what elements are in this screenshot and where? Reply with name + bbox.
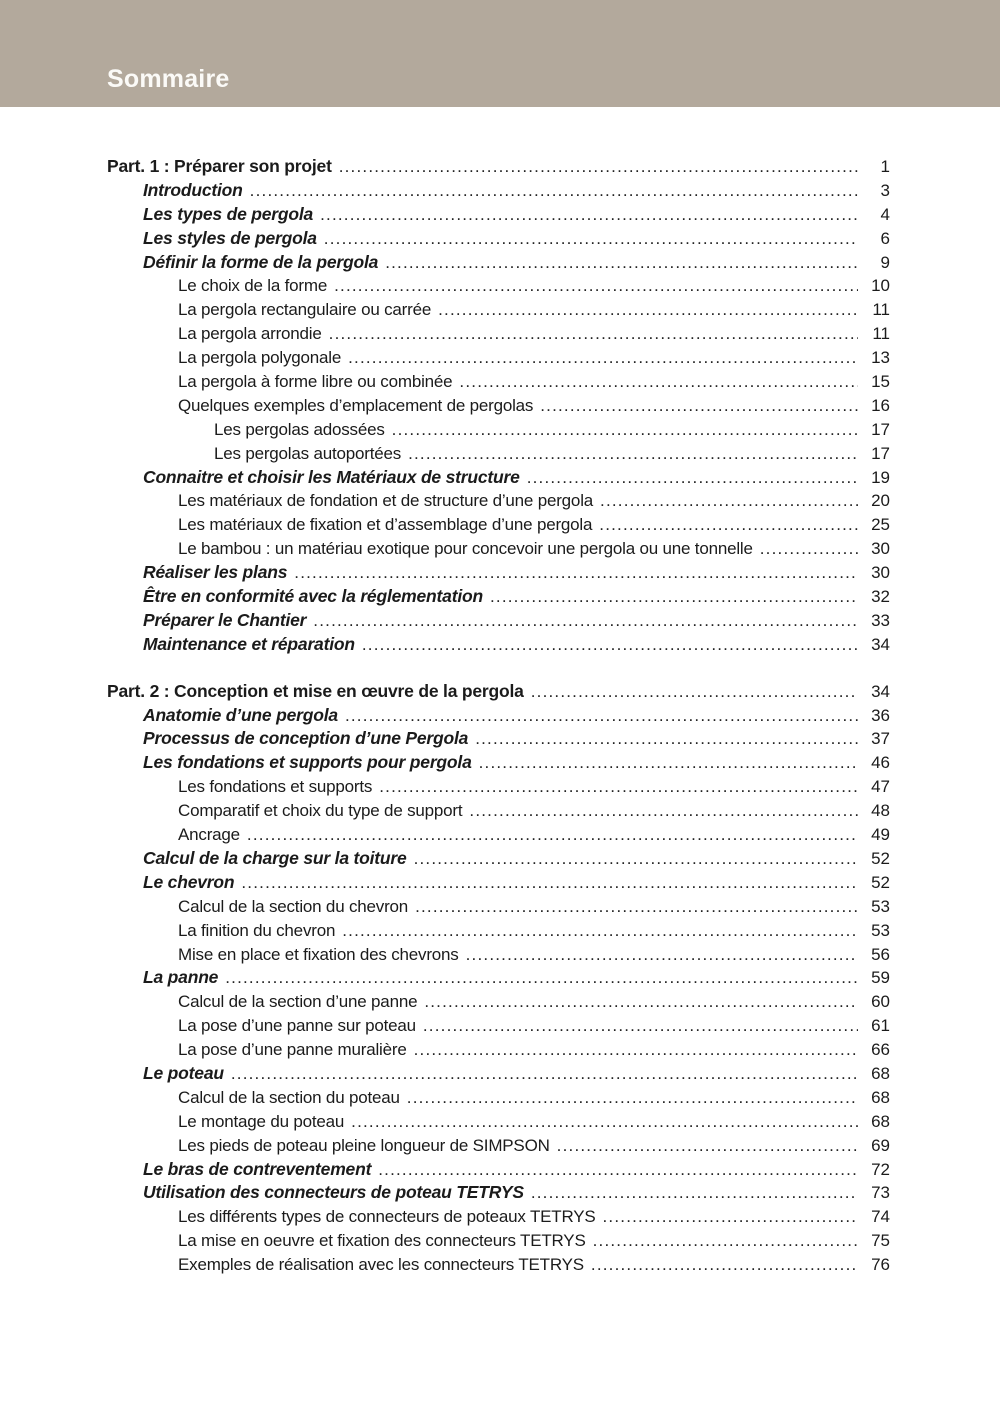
toc-entry-page: 60 [871, 992, 890, 1012]
toc-entry[interactable] [178, 1134, 890, 1158]
toc-leader-dots [416, 1014, 858, 1038]
toc-entry-title: Réaliser les plans [143, 562, 288, 583]
toc-entry-page: 33 [871, 610, 890, 630]
toc-entry-title: Les pieds de poteau pleine longueur de SIMPSON [178, 1135, 550, 1155]
toc-entry-title: Le montage du poteau [178, 1111, 345, 1131]
toc-entry-title: Le bambou : un matériau exotique pour concevoir une pergola ou une tonnelle [178, 539, 753, 559]
toc-entry-title: La finition du chevron [178, 920, 336, 940]
toc-leader-dots [313, 203, 858, 227]
toc-leader-dots [234, 871, 858, 895]
toc-entry-page: 36 [871, 705, 890, 725]
toc-entry-page: 10 [871, 276, 890, 296]
toc-entry[interactable] [107, 680, 890, 704]
toc-entry[interactable] [178, 537, 890, 561]
toc-leader-dots [407, 847, 858, 871]
toc-entry[interactable] [178, 919, 890, 943]
toc-entry-title: Part. 1 : Préparer son projet [107, 156, 332, 176]
toc-entry-title: Quelques exemples d’emplacement de pergolas [178, 395, 534, 415]
toc-leader-dots [550, 1134, 858, 1158]
toc-leader-dots [371, 1158, 858, 1182]
toc-entry-page: 34 [871, 681, 890, 701]
toc-entry-page: 4 [880, 204, 890, 224]
toc-leader-dots [243, 179, 858, 203]
toc-entry-title: Le chevron [143, 871, 235, 892]
toc-leader-dots [341, 346, 858, 370]
toc-leader-dots [524, 1181, 858, 1205]
toc-entry[interactable] [143, 966, 890, 990]
toc-entry-title: Le poteau [143, 1062, 224, 1083]
toc-leader-dots [431, 298, 858, 322]
toc-entry[interactable] [214, 418, 890, 442]
toc-entry[interactable] [178, 943, 890, 967]
toc-leader-dots [385, 418, 858, 442]
toc-leader-dots [378, 251, 858, 275]
toc-entry-title: Les fondations et supports pour pergola [143, 752, 472, 773]
toc-entry-page: 11 [872, 324, 890, 344]
toc-entry-page: 17 [871, 419, 890, 439]
toc-entry-page: 72 [871, 1159, 890, 1179]
toc-entry-page: 76 [871, 1255, 890, 1275]
toc [0, 155, 890, 1277]
toc-leader-dots [593, 489, 858, 513]
toc-entry-title: Calcul de la charge sur la toiture [143, 847, 407, 868]
toc-entry[interactable] [143, 561, 890, 585]
toc-entry-page: 1 [880, 157, 890, 176]
toc-entry-page: 53 [871, 920, 890, 940]
toc-entry[interactable] [143, 704, 890, 728]
toc-entry-title: Processus de conception d’une Pergola [143, 728, 469, 749]
toc-entry[interactable] [178, 895, 890, 919]
toc-entry[interactable] [178, 298, 890, 322]
toc-entry-title: Connaitre et choisir les Matériaux de structure [143, 466, 520, 487]
toc-entry[interactable] [178, 489, 890, 513]
toc-leader-dots [287, 561, 858, 585]
toc-entry[interactable] [178, 1014, 890, 1038]
toc-entry-page: 52 [871, 872, 890, 892]
toc-leader-dots [533, 394, 858, 418]
toc-entry-page: 69 [871, 1135, 890, 1155]
toc-entry[interactable] [178, 513, 890, 537]
toc-leader-dots [592, 513, 858, 537]
toc-entry-page: 32 [871, 587, 890, 607]
toc-entry[interactable] [143, 847, 890, 871]
toc-entry[interactable] [178, 1038, 890, 1062]
toc-entry[interactable] [143, 1158, 890, 1182]
header-band [0, 0, 1000, 107]
toc-entry-page: 9 [880, 252, 890, 272]
toc-leader-dots [520, 466, 858, 490]
toc-entry-page: 25 [871, 515, 890, 535]
toc-entry-title: Mise en place et fixation des chevrons [178, 944, 459, 964]
toc-leader-dots [468, 727, 858, 751]
toc-entry[interactable] [178, 1253, 890, 1277]
toc-entry-title: Les matériaux de fixation et d’assemblage d’une pergola [178, 515, 593, 535]
toc-entry[interactable] [178, 322, 890, 346]
toc-entry-page: 68 [871, 1111, 890, 1131]
toc-leader-dots [586, 1229, 858, 1253]
toc-leader-dots [218, 966, 858, 990]
toc-leader-dots [524, 680, 858, 704]
toc-leader-dots [400, 1086, 858, 1110]
toc-entry[interactable] [178, 394, 890, 418]
toc-entry-title: La pergola à forme libre ou combinée [178, 372, 453, 392]
toc-entry-page: 56 [871, 944, 890, 964]
toc-leader-dots [472, 751, 858, 775]
toc-leader-dots [483, 585, 858, 609]
toc-entry-title: La pergola polygonale [178, 348, 342, 368]
toc-entry[interactable] [178, 990, 890, 1014]
toc-entry-page: 30 [871, 563, 890, 583]
toc-entry-page: 52 [871, 848, 890, 868]
toc-entry-page: 20 [871, 491, 890, 511]
toc-entry[interactable] [178, 1205, 890, 1229]
toc-leader-dots [584, 1253, 858, 1277]
toc-entry-title: Être en conformité avec la réglementation [143, 586, 483, 607]
toc-entry[interactable] [178, 775, 890, 799]
toc-entry-page: 66 [871, 1040, 890, 1060]
toc-entry[interactable] [178, 823, 890, 847]
toc-entry-title: Calcul de la section du chevron [178, 896, 409, 916]
toc-entry[interactable] [178, 346, 890, 370]
toc-entry[interactable] [178, 799, 890, 823]
toc-entry-title: Exemples de réalisation avec les connecteurs TETRYS [178, 1255, 584, 1275]
toc-entry-title: Le choix de la forme [178, 276, 328, 296]
toc-entry-page: 53 [871, 896, 890, 916]
toc-entry-page: 30 [871, 539, 890, 559]
toc-entry[interactable] [143, 251, 890, 275]
toc-entry[interactable] [143, 203, 890, 227]
toc-entry-page: 15 [871, 372, 890, 392]
toc-entry-title: La pose d’une panne sur poteau [178, 1016, 416, 1036]
toc-entry-page: 59 [871, 968, 890, 988]
toc-entry-page: 17 [871, 443, 890, 463]
toc-entry[interactable] [143, 751, 890, 775]
toc-entry-title: Les fondations et supports [178, 777, 373, 797]
toc-entry-page: 74 [871, 1207, 890, 1227]
toc-entry-title: Les styles de pergola [143, 227, 317, 248]
toc-leader-dots [596, 1205, 859, 1229]
toc-leader-dots [344, 1110, 858, 1134]
toc-entry[interactable] [143, 727, 890, 751]
toc-leader-dots [753, 537, 858, 561]
toc-entry[interactable] [107, 155, 890, 179]
toc-entry-page: 6 [880, 228, 890, 248]
toc-entry-page: 48 [871, 801, 890, 821]
toc-leader-dots [408, 895, 858, 919]
toc-entry[interactable] [143, 633, 890, 657]
toc-entry-title: Calcul de la section d’une panne [178, 992, 418, 1012]
toc-entry-title: Part. 2 : Conception et mise en œuvre de la pergola [107, 680, 524, 701]
toc-entry-title: Maintenance et réparation [143, 633, 355, 654]
toc-entry-page: 11 [872, 300, 890, 320]
toc-entry-page: 73 [871, 1183, 890, 1203]
toc-entry-title: Introduction [143, 179, 243, 200]
toc-leader-dots [338, 704, 858, 728]
toc-leader-dots [240, 823, 858, 847]
toc-entry-title: La mise en oeuvre et fixation des connecteurs TETRYS [178, 1231, 586, 1251]
toc-entry[interactable] [178, 1229, 890, 1253]
toc-entry-title: Calcul de la section du poteau [178, 1087, 400, 1107]
toc-leader-dots [401, 442, 858, 466]
toc-entry-title: Les différents types de connecteurs de poteaux TETRYS [178, 1207, 596, 1227]
toc-entry-title: Définir la forme de la pergola [143, 251, 379, 272]
toc-entry-title: Les pergolas adossées [214, 419, 385, 439]
toc-entry-page: 16 [871, 395, 890, 415]
toc-entry-title: Préparer le Chantier [143, 609, 307, 630]
toc-leader-dots [417, 990, 858, 1014]
toc-entry-page: 3 [880, 180, 890, 200]
toc-entry-page: 49 [871, 825, 890, 845]
toc-entry[interactable] [178, 1110, 890, 1134]
toc-entry-title: Comparatif et choix du type de support [178, 801, 463, 821]
toc-leader-dots [224, 1062, 858, 1086]
toc-leader-dots [459, 943, 858, 967]
toc-entry[interactable] [143, 179, 890, 203]
toc-entry[interactable] [143, 609, 890, 633]
toc-entry-page: 34 [871, 634, 890, 654]
toc-entry-page: 68 [871, 1063, 890, 1083]
toc-entry[interactable] [178, 274, 890, 298]
toc-entry[interactable] [143, 1181, 890, 1205]
toc-leader-dots [317, 227, 858, 251]
toc-entry-title: Le bras de contreventement [143, 1158, 372, 1179]
toc-entry-title: Les matériaux de fondation et de structure d’une pergola [178, 491, 594, 511]
toc-entry-title: Utilisation des connecteurs de poteau TETRYS [143, 1182, 524, 1203]
toc-leader-dots [355, 633, 858, 657]
toc-leader-dots [332, 155, 858, 179]
toc-entry-title: Les pergolas autoportées [214, 443, 402, 463]
toc-leader-dots [327, 274, 858, 298]
toc-entry-title: La pergola rectangulaire ou carrée [178, 300, 432, 320]
toc-entry-page: 46 [871, 753, 890, 773]
toc-entry-title: Anatomie d’une pergola [143, 704, 338, 725]
toc-entry[interactable] [143, 466, 890, 490]
toc-entry-page: 47 [871, 777, 890, 797]
toc-entry-page: 68 [871, 1087, 890, 1107]
toc-entry[interactable] [143, 585, 890, 609]
toc-leader-dots [372, 775, 858, 799]
toc-entry[interactable] [178, 1086, 890, 1110]
page-title: Sommaire [107, 65, 230, 93]
toc-entry-page: 13 [871, 348, 890, 368]
toc-entry-title: Ancrage [178, 825, 240, 845]
toc-entry[interactable] [214, 442, 890, 466]
toc-entry[interactable] [143, 227, 890, 251]
toc-entry-page: 19 [871, 467, 890, 487]
toc-entry[interactable] [178, 370, 890, 394]
toc-entry[interactable] [143, 1062, 890, 1086]
toc-leader-dots [407, 1038, 858, 1062]
toc-leader-dots [462, 799, 858, 823]
toc-entry-page: 75 [871, 1231, 890, 1251]
toc-entry-title: Les types de pergola [143, 203, 314, 224]
toc-entry-title: La panne [143, 967, 219, 988]
toc-entry-title: La pose d’une panne muralière [178, 1040, 407, 1060]
toc-entry[interactable] [143, 871, 890, 895]
toc-leader-dots [306, 609, 858, 633]
toc-leader-dots [322, 322, 858, 346]
toc-entry-page: 37 [871, 729, 890, 749]
toc-entry-title: La pergola arrondie [178, 324, 322, 344]
toc-leader-dots [452, 370, 858, 394]
toc-entry-page: 61 [871, 1016, 890, 1036]
toc-leader-dots [335, 919, 858, 943]
